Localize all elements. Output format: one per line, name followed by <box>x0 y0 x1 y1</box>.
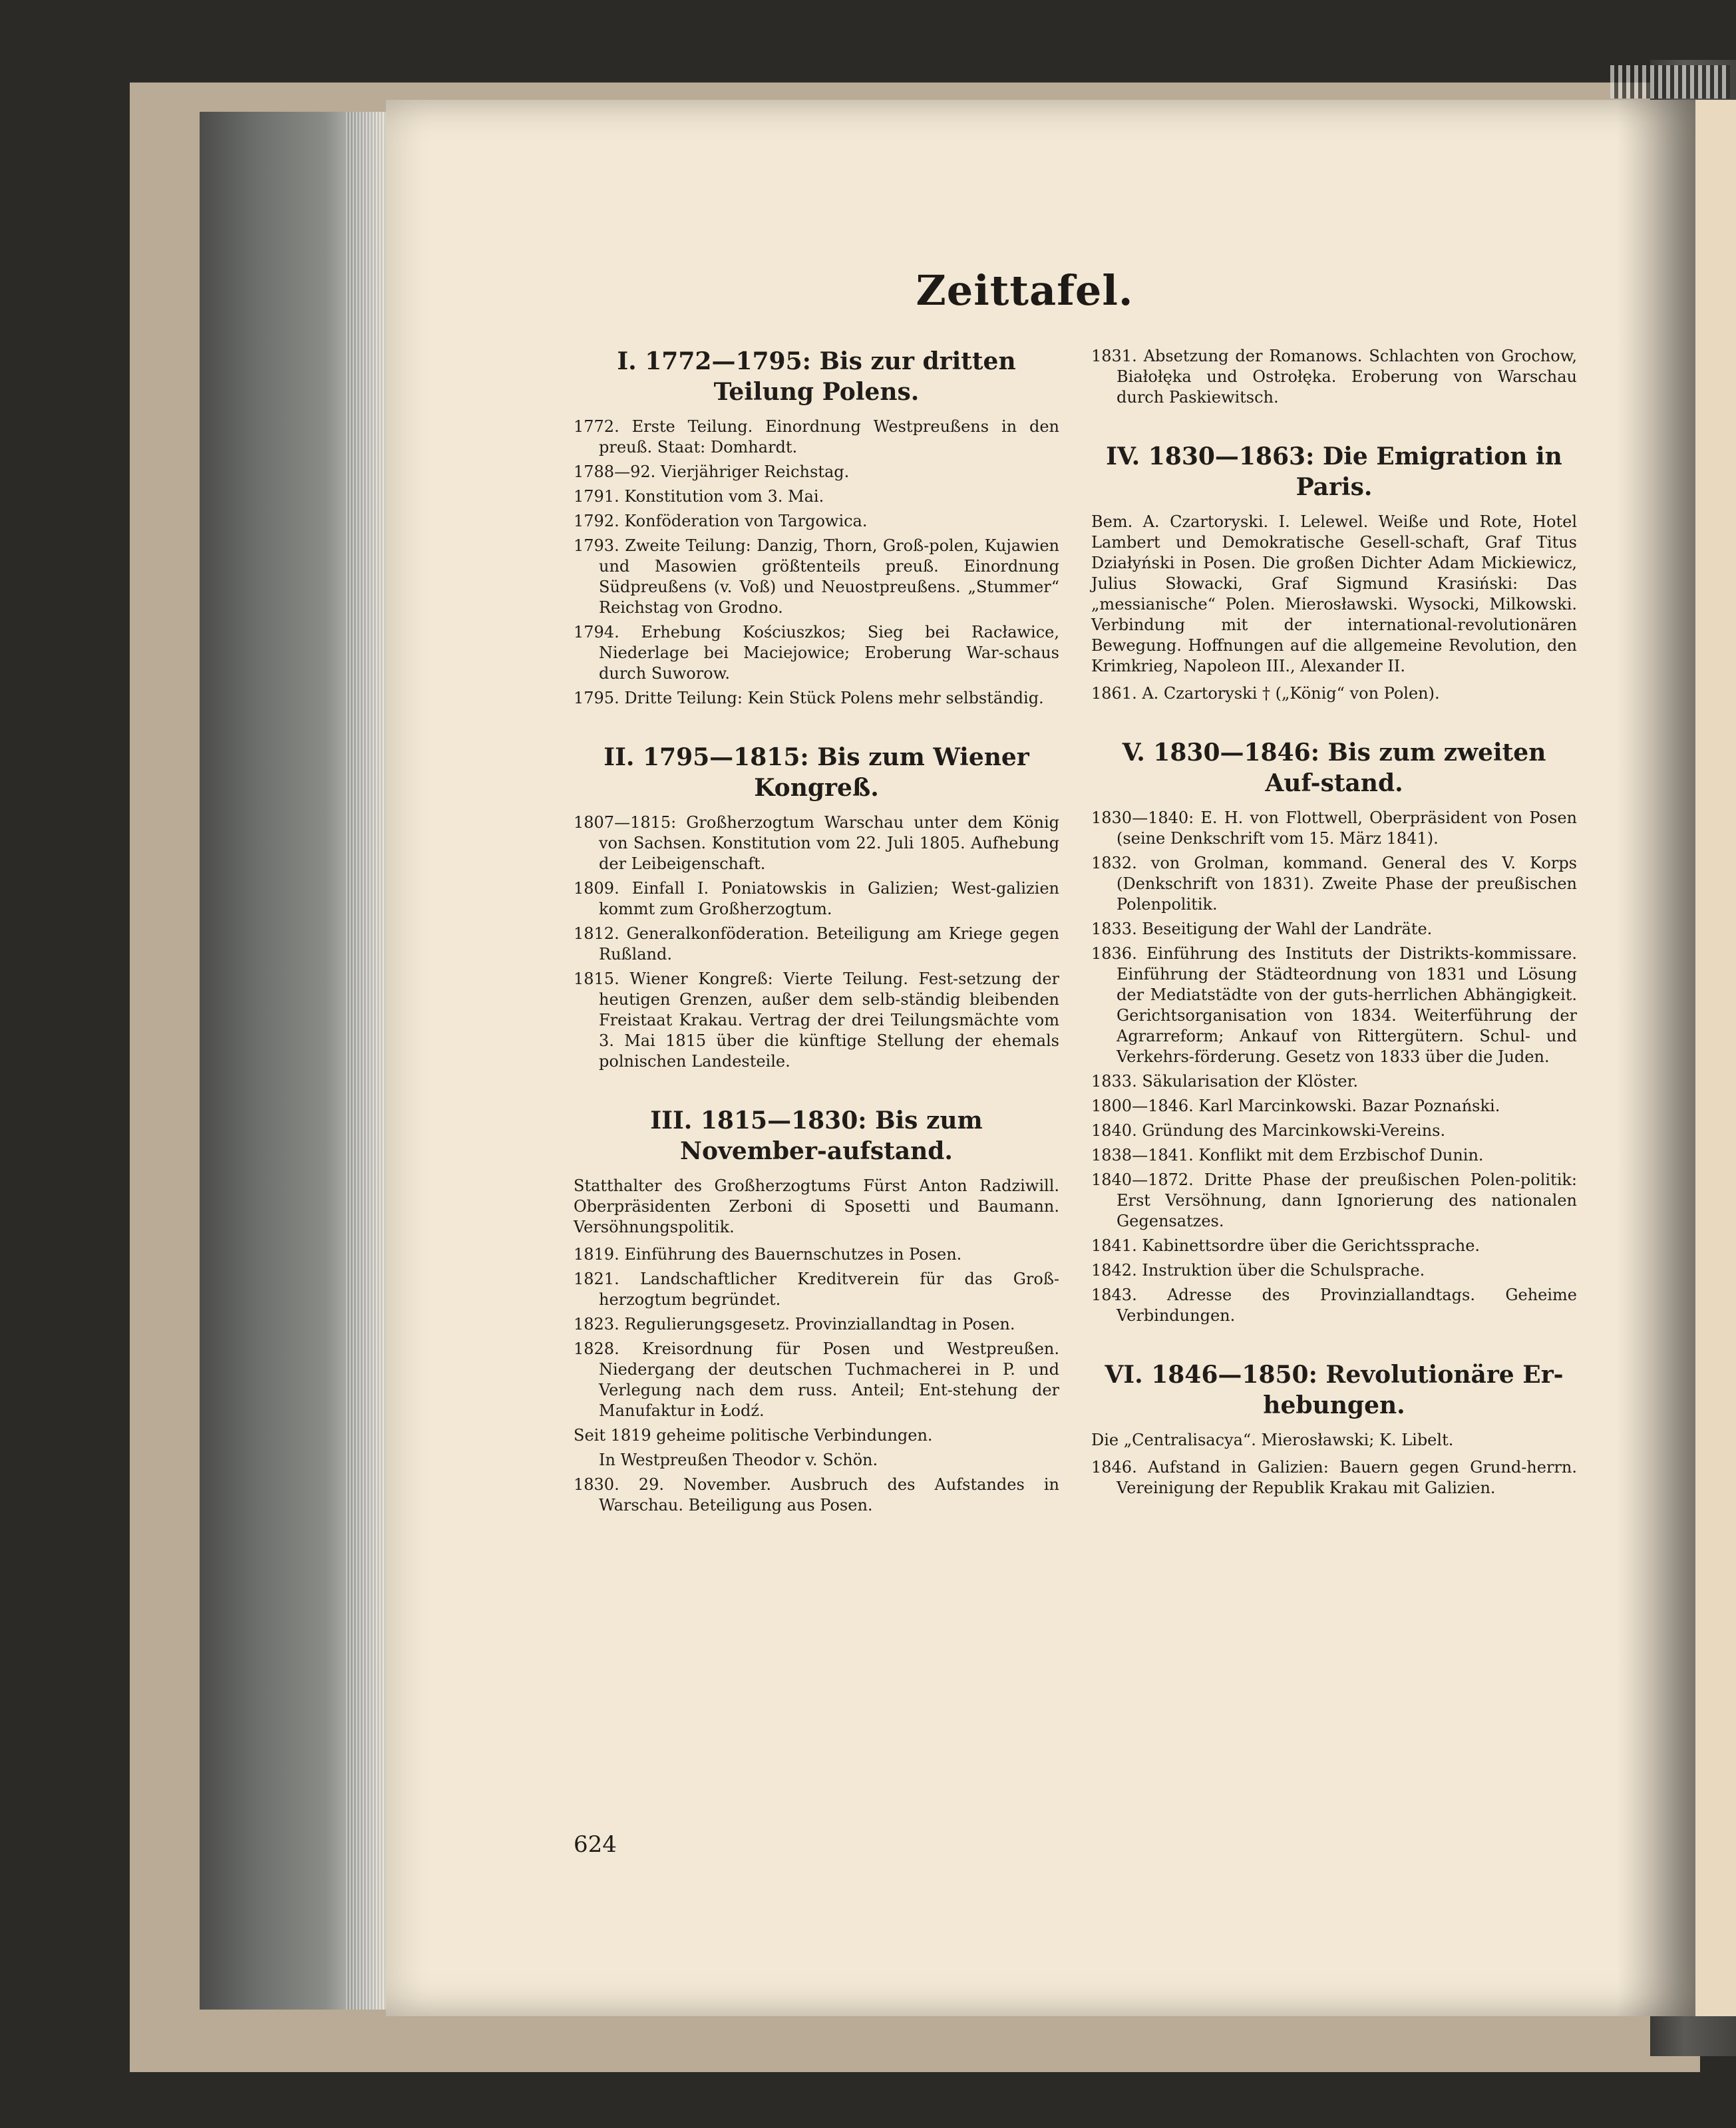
section-heading-5: V. 1830—1846: Bis zum zweiten Auf-stand. <box>1122 739 1546 797</box>
section-heading-4: IV. 1830—1863: Die Emigration in Paris. <box>1106 443 1562 501</box>
timeline-entry: 1792. Konföderation von Targowica. <box>574 512 868 530</box>
timeline-entry: 1846. Aufstand in Galizien: Bauern gegen Grund-herrn. Vereinigung der Republik Krakau mit Galizien. <box>1091 1458 1577 1497</box>
section-heading-2: II. 1795—1815: Bis zum Wiener Kongreß. <box>604 743 1029 802</box>
timeline-entry: 1833. Säkularisation der Klöster. <box>1091 1072 1359 1091</box>
timeline-entry: 1836. Einführung des Instituts der Distrikts-kommissare. Einführung der Städteordnung von 1831 und Lösung der Mediatstädte von der guts-herrlichen Abhängigkeit. Gerichtsorganisation von 1834. Weiterführung der Agrarreform; Ankauf von Rittergütern. Schul- und Verkehrs-förderung. Gesetz von 1833 über die Juden. <box>1091 944 1577 1066</box>
timeline-entry: 1842. Instruktion über die Schulsprache. <box>1091 1261 1425 1280</box>
timeline-entry: 1809. Einfall I. Poniatowskis in Galizien; West-galizien kommt zum Großherzogtum. <box>574 879 1059 918</box>
section-intro: Statthalter des Großherzogtums Fürst Anton Radziwill. Oberpräsidenten Zerboni di Sposetti und Baumann. Versöhnungspolitik. <box>574 1176 1059 1236</box>
section-heading-6: VI. 1846—1850: Revolutionäre Er-hebungen. <box>1105 1361 1564 1419</box>
timeline-entry: 1843. Adresse des Provinziallandtags. Geheime Verbindungen. <box>1091 1286 1577 1325</box>
section-intro: Bem. A. Czartoryski. I. Lelewel. Weiße und Rote, Hotel Lambert und Demokratische Gesell-schaft, Graf Titus Działyński in Posen. Die großen Dichter Adam Mickiewicz, Julius Słowacki, Graf Sigmund Krasiński: Das „messianische“ Polen. Mierosławski. Wysocki, Milkowski. Verbindung mit der international-revolutionären Bewegung. Hoffnungen auf die allgemeine Revolution, den Krimkrieg, Napoleon III., Alexander II. <box>1091 512 1577 675</box>
page-title: Zeittafel. <box>916 266 1134 315</box>
page-gutter <box>1617 100 1697 2016</box>
binding-strip <box>1610 65 1730 98</box>
timeline-entry: 1788—92. Vierjähriger Reichstag. <box>574 462 850 481</box>
facing-page-edge <box>1695 100 1736 2016</box>
timeline-entry: 1828. Kreisordnung für Posen und Westpreußen. Niedergang der deutschen Tuchmacherei in P. und Verlegung nach dem russ. Anteil; Ent-stehung der Manufaktur in Łodź. <box>574 1339 1059 1420</box>
timeline-entry: 1791. Konstitution vom 3. Mai. <box>574 487 824 506</box>
timeline-entry: 1772. Erste Teilung. Einordnung Westpreußens in den preuß. Staat: Domhardt. <box>574 417 1059 456</box>
timeline-entry: 1830. 29. November. Ausbruch des Aufstandes in Warschau. Beteiligung aus Posen. <box>574 1475 1059 1514</box>
timeline-entry: 1812. Generalkonföderation. Beteiligung am Kriege gegen Rußland. <box>574 924 1059 964</box>
timeline-entry: 1821. Landschaftlicher Kreditverein für das Groß-herzogtum begründet. <box>574 1270 1059 1309</box>
timeline-entry: In Westpreußen Theodor v. Schön. <box>599 1451 878 1469</box>
timeline-entry: Seit 1819 geheime politische Verbindungen. <box>574 1426 933 1445</box>
timeline-entry: 1807—1815: Großherzogtum Warschau unter dem König von Sachsen. Konstitution vom 22. Juli 1805. Aufhebung der Leibeigenschaft. <box>574 813 1059 873</box>
timeline-entry: 1823. Regulierungsgesetz. Provinziallandtag in Posen. <box>574 1315 1015 1333</box>
timeline-entry: 1840—1872. Dritte Phase der preußischen Polen-politik: Erst Versöhnung, dann Ignorierung des nationalen Gegensatzes. <box>1091 1170 1577 1230</box>
timeline-entry: 1819. Einführung des Bauernschutzes in Posen. <box>574 1245 962 1264</box>
timeline-entry: 1800—1846. Karl Marcinkowski. Bazar Poznański. <box>1091 1097 1500 1115</box>
timeline-entry: 1793. Zweite Teilung: Danzig, Thorn, Groß-polen, Kujawien und Masowien größtenteils preuß. Einordnung Südpreußens (v. Voß) und Neuostpreußens. „Stummer“ Reichstag von Grodno. <box>574 536 1059 617</box>
section-intro: Die „Centralisacya“. Mierosławski; K. Libelt. <box>1091 1431 1454 1449</box>
timeline-entry: 1831. Absetzung der Romanows. Schlachten von Grochow, Białołęka und Ostrołęka. Eroberung von Warschau durch Paskiewitsch. <box>1091 347 1577 407</box>
timeline-entry: 1830—1840: E. H. von Flottwell, Oberpräsident von Posen (seine Denkschrift vom 15. März 1841). <box>1091 808 1577 848</box>
timeline-entry: 1833. Beseitigung der Wahl der Landräte. <box>1091 920 1433 938</box>
page-number: 624 <box>574 1831 617 1858</box>
left-column <box>574 346 1059 1520</box>
section-heading-3: III. 1815—1830: Bis zum November-aufstand. <box>650 1107 983 1165</box>
section-heading-1: I. 1772—1795: Bis zur dritten Teilung Polens. <box>617 347 1016 406</box>
timeline-entry: 1795. Dritte Teilung: Kein Stück Polens mehr selbständig. <box>574 689 1044 707</box>
timeline-entry: 1794. Erhebung Kościuszkos; Sieg bei Racławice, Niederlage bei Maciejowice; Eroberung War-schaus durch Suworow. <box>574 623 1059 683</box>
timeline-entry: 1861. A. Czartoryski † („König“ von Polen). <box>1091 684 1440 703</box>
timeline-entry: 1815. Wiener Kongreß: Vierte Teilung. Fest-setzung der heutigen Grenzen, außer dem selb-ständig bleibenden Freistaat Krakau. Vertrag der drei Teilungsmächte vom 3. Mai 1815 über die künftige Stellung der ehemals polnischen Landesteile. <box>574 970 1059 1071</box>
timeline-entry: 1841. Kabinettsordre über die Gerichtssprache. <box>1091 1236 1480 1255</box>
timeline-entry: 1840. Gründung des Marcinkowski-Vereins. <box>1091 1121 1446 1140</box>
right-column <box>1091 346 1577 1503</box>
timeline-entry: 1838—1841. Konflikt mit dem Erzbischof Dunin. <box>1091 1146 1484 1164</box>
timeline-entry: 1832. von Grolman, kommand. General des V. Korps (Denkschrift von 1831). Zweite Phase der preußischen Polenpolitik. <box>1091 854 1577 914</box>
